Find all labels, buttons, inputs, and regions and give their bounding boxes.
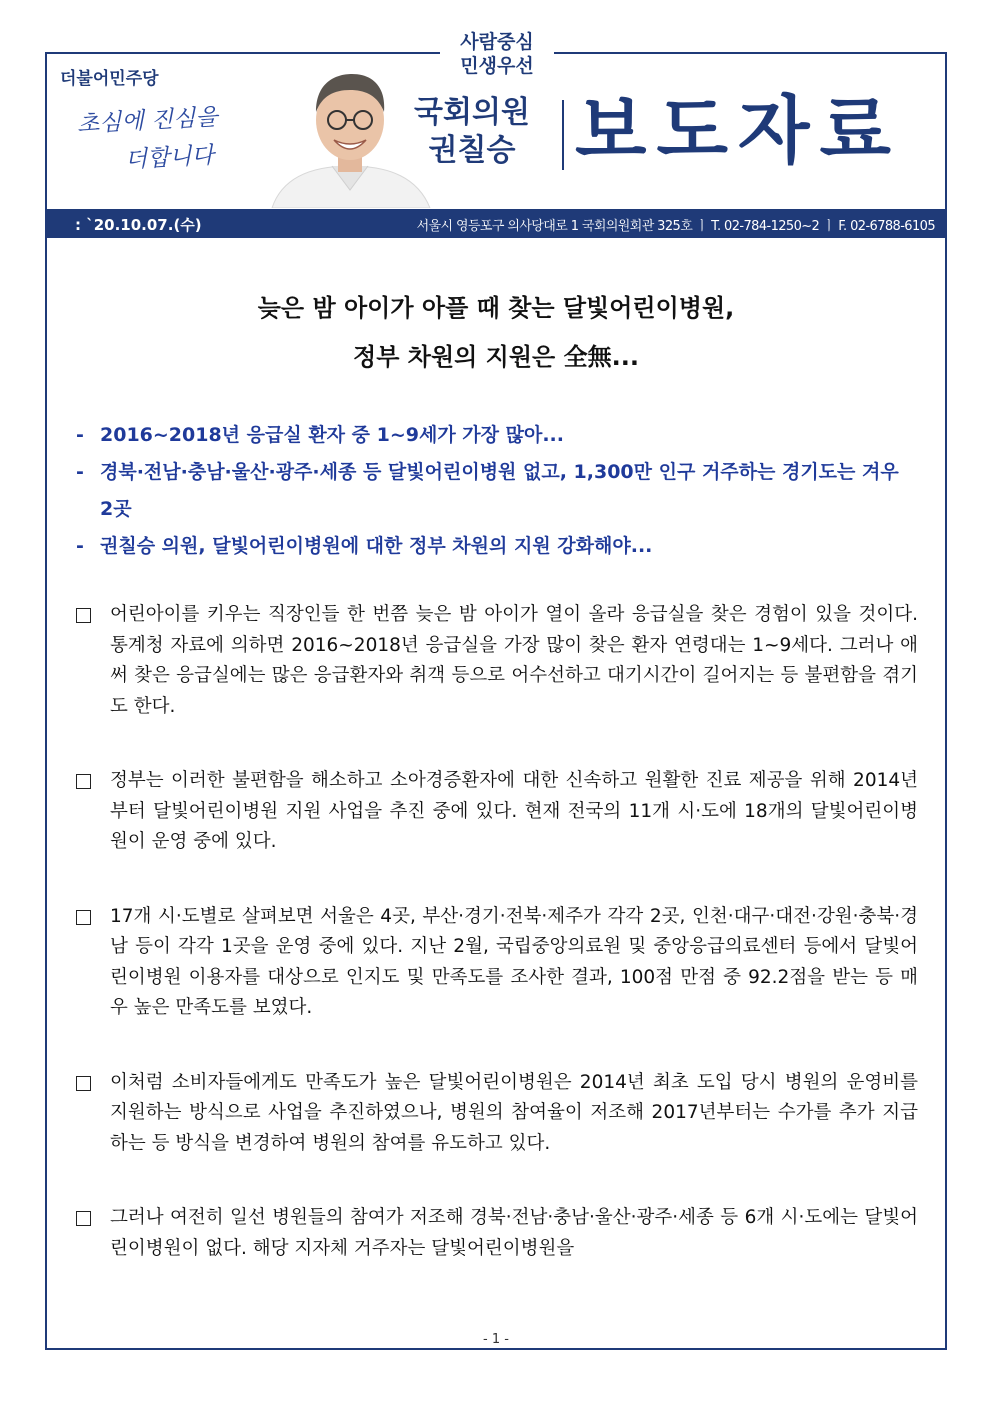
press-release-label: 보도자료 <box>575 88 901 174</box>
dash-bullet: - <box>76 461 84 483</box>
slogan-line1: 사람중심 <box>460 31 534 53</box>
paragraph <box>76 600 918 722</box>
release-date: : `20.10.07.(수) <box>75 216 202 234</box>
paragraph <box>76 902 918 1024</box>
dash-bullet: - <box>76 424 84 446</box>
checkbox-bullet-icon <box>76 910 91 925</box>
summary-item <box>76 528 916 565</box>
paragraph <box>76 1203 918 1264</box>
checkbox-bullet-icon <box>76 1076 91 1091</box>
summary-list <box>76 417 916 565</box>
mp-name: 권칠승 <box>428 133 516 168</box>
dash-bullet: - <box>76 535 84 557</box>
motto <box>76 98 220 181</box>
slogan <box>440 30 554 78</box>
office-address: 서울시 영등포구 의사당대로 1 국회의원회관 325호 ㅣ T. 02-784-1250~2 ㅣ F. 02-6788-6105 <box>416 219 935 234</box>
slogan-line2: 민생우선 <box>460 55 534 77</box>
summary-text: 2016~2018년 응급실 환자 중 1~9세가 가장 많아... <box>100 424 564 446</box>
paragraph-text: 어린아이를 키우는 직장인들 한 번쯤 늦은 밤 아이가 열이 올라 응급실을 찾은 경험이 있을 것이다. 통계청 자료에 의하면 2016~2018년 응급실을 가장 많이 찾은 환자 연령대는 1~9세다. 그러나 애써 찾은 응급실에는 많은 응급환자와 취객 등으로 어수선하고 대기시간이 길어지는 등 불편함을 겪기도 한다. <box>110 604 918 717</box>
info-bar <box>47 209 945 238</box>
summary-text: 권칠승 의원, 달빛어린이병원에 대한 정부 차원의 지원 강화해야... <box>100 535 653 557</box>
paragraph-text: 17개 시·도별로 살펴보면 서울은 4곳, 부산·경기·전북·제주가 각각 2곳, 인천·대구·대전·강원·충북·경남 등이 각각 1곳을 운영 중에 있다. 지난 2월, 국립중앙의료원 및 중앙응급의료센터 등에서 달빛어린이병원 이용자를 대상으로 인지도 및 만족도를 조사한 결과, 100점 만점 중 92.2점을 받는 등 매우 높은 만족도를 보였다. <box>110 905 918 1018</box>
summary-item <box>76 454 916 528</box>
checkbox-bullet-icon <box>76 1211 91 1226</box>
body-text <box>76 600 918 1308</box>
paragraph-text: 정부는 이러한 불편함을 해소하고 소아경증환자에 대한 신속하고 원활한 진료 제공을 위해 2014년부터 달빛어린이병원 지원 사업을 추진 중에 있다. 현재 전국의 11개 시·도에 18개의 달빛어린이병원이 운영 중에 있다. <box>110 770 918 852</box>
paragraph-text: 그러나 여전히 일선 병원들의 참여가 저조해 경북·전남·충남·울산·광주·세종 등 6개 시·도에는 달빛어린이병원이 없다. 해당 지자체 거주자는 달빛어린이병원을 <box>110 1207 918 1259</box>
header-divider <box>562 100 564 170</box>
summary-item <box>76 417 916 454</box>
headline-line2: 정부 차원의 지원은 全無... <box>353 343 639 371</box>
paragraph <box>76 1068 918 1160</box>
paragraph <box>76 766 918 858</box>
politician-photo <box>262 66 437 208</box>
page-number: - 1 - <box>483 1332 509 1347</box>
mp-role: 국회의원 <box>414 95 530 130</box>
motto-line2: 더합니다 <box>124 142 215 174</box>
mp-identity <box>414 94 530 170</box>
paragraph-text: 이처럼 소비자들에게도 만족도가 높은 달빛어린이병원은 2014년 최초 도입 당시 병원의 운영비를 지원하는 방식으로 사업을 추진하였으나, 병원의 참여율이 저조해 2017년부터는 수가를 추가 지급하는 등 방식을 변경하여 병원의 참여를 유도하고 있다. <box>110 1071 918 1154</box>
summary-text: 경북·전남·충남·울산·광주·세종 등 달빛어린이병원 없고, 1,300만 인구 거주하는 경기도는 겨우 2곳 <box>100 461 899 520</box>
party-name: 더불어민주당 <box>60 69 159 89</box>
checkbox-bullet-icon <box>76 774 91 789</box>
headline-line1: 늦은 밤 아이가 아플 때 찾는 달빛어린이병원, <box>257 294 735 322</box>
headline <box>47 284 945 382</box>
motto-line1: 초심에 진심을 <box>76 104 219 138</box>
checkbox-bullet-icon <box>76 608 91 623</box>
